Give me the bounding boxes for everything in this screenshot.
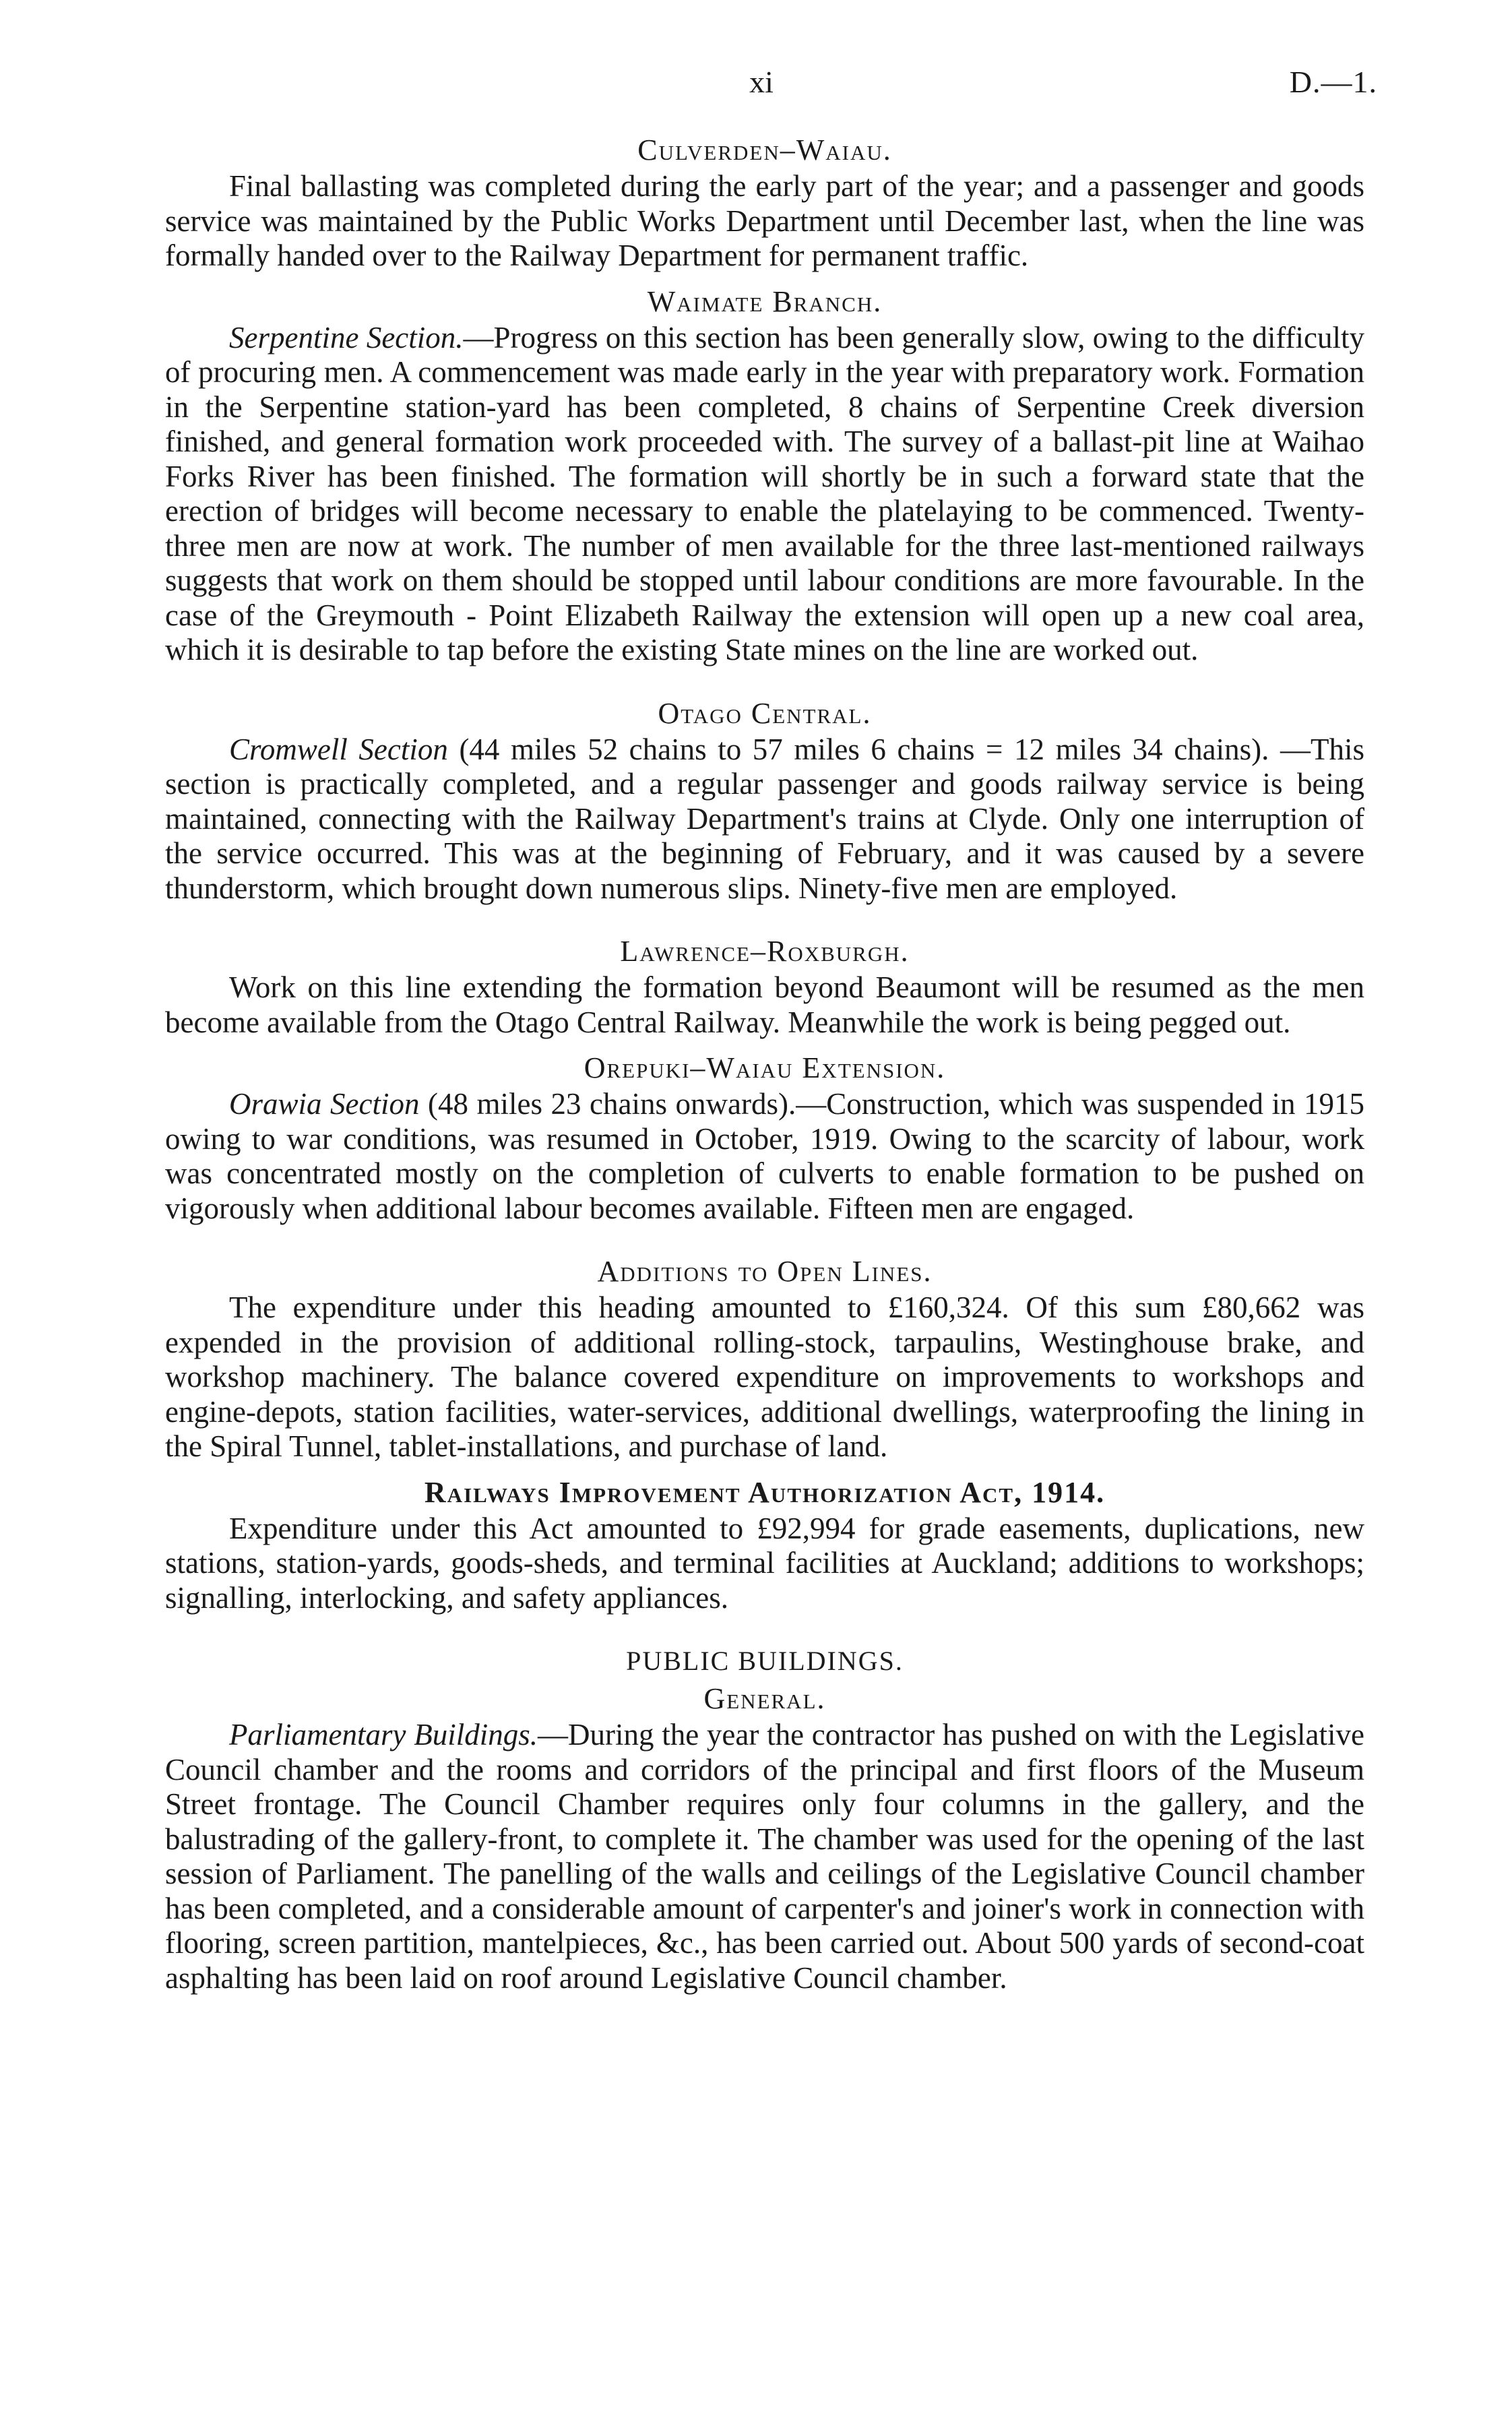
heading-public-buildings: PUBLIC BUILDINGS. — [626, 1646, 904, 1676]
heading-railways-act: Railways Improvement Authorization Act, 1914. — [424, 1475, 1106, 1509]
heading-orepuki-waiau: Orepuki–Waiau Extension. — [584, 1051, 946, 1084]
lead-orawia-section: Orawia Section — [229, 1087, 420, 1121]
body-serpentine-section: —Progress on this section has been generally slow, owing to the difficulty of procuring men. A commencement was made early in the year with preparatory work. Formation in the Serpentine station-yard has been completed, 8 chains of Serpentine Creek diversion finished, and general formation work proceeded with. The survey of a ballast-pit line at Waihao Forks River has been finished. The formation will shortly be in such a forward state that the erection of bridges will become necessary to enable the platelaying to be commenced. Twenty-three men are now at work. The number of men available for the three last-mentioned railways suggests that work on them should be stopped until labour conditions are more favourable. In the case of the Greymouth - Point Elizabeth Railway the extension will open up a new coal area, which it is desirable to tap before the existing State mines on the line are worked out. — [165, 320, 1365, 666]
lead-serpentine-section: Serpentine Section. — [229, 320, 464, 354]
body-orawia-section: (48 miles 23 chains onwards).—Construction, which was suspended in 1915 owing to war conditions, was resumed in October, 1919. Owing to the scarcity of labour, work was concentrated mostly on the completion of culverts to enable formation to be pushed on vigorously when additional labour becomes available. Fifteen men are engaged. — [165, 1087, 1364, 1225]
paragraph-railways-act: Expenditure under this Act amounted to £92,994 for grade easements, duplications, new stations, station-yards, goods-sheds, and terminal facilities at Auckland; additions to workshops; signalling, interlocking, and safety appliances. — [165, 1511, 1364, 1615]
paragraph-waimate-branch — [165, 321, 1364, 668]
paragraph-additions-open-lines: The expenditure under this heading amounted to £160,324. Of this sum £80,662 was expended in the provision of additional rolling-stock, tarpaulins, Westinghouse brake, and workshop machinery. The balance covered expenditure on improvements to workshops and engine-depots, station facilities, water-services, additional dwellings, waterproofing the lining in the Spiral Tunnel, tablet-installations, and purchase of land. — [165, 1291, 1364, 1463]
heading-additions-open-lines: Additions to Open Lines. — [597, 1255, 933, 1288]
page-content — [165, 131, 1364, 1995]
page-number: xi — [749, 65, 774, 99]
body-cromwell-section: (44 miles 52 chains to 57 miles 6 chains = 12 miles 34 chains). —This section is practically completed, and a regular passenger and goods railway service is being maintained, connecting with the Railway Department's trains at Clyde. Only one interruption of the service occurred. This was at the beginning of February, and it was caused by a severe thunderstorm, which brought down numerous slips. Ninety-five men are employed. — [165, 732, 1364, 905]
paragraph-lawrence-roxburgh: Work on this line extending the formation beyond Beaumont will be resumed as the men become available from the Otago Central Railway. Meanwhile the work is being pegged out. — [165, 970, 1364, 1039]
heading-culverden-waiau: Culverden–Waiau. — [637, 133, 892, 166]
paragraph-orepuki-waiau — [165, 1087, 1364, 1226]
body-parliamentary-buildings: —During the year the contractor has pushed on with the Legislative Council chamber and the rooms and corridors of the principal and first floors of the Museum Street frontage. The Council Chamber requires only four columns in the gallery, and the balustrading of the gallery-front, to complete it. The chamber was used for the opening of the last session of Parliament. The panelling of the walls and ceilings of the Legislative Council chamber has been completed, and a considerable amount of carpenter's and joiner's work in connection with flooring, screen partition, mantelpieces, &c., has been carried out. About 500 yards of second-coat asphalting has been laid on roof around Legislative Council chamber. — [165, 1718, 1364, 1995]
lead-cromwell-section: Cromwell Section — [229, 732, 448, 766]
heading-waimate-branch: Waimate Branch. — [647, 284, 883, 318]
paragraph-parliamentary-buildings — [165, 1718, 1364, 1995]
document-reference: D.—1. — [1289, 65, 1377, 99]
paragraph-otago-central — [165, 733, 1364, 906]
heading-otago-central: Otago Central. — [658, 696, 872, 730]
paragraph-culverden-waiau: Final ballasting was completed during the early part of the year; and a passenger and goods service was maintained by the Public Works Department until December last, when the line was formally handed over to the Railway Department for permanent traffic. — [165, 169, 1364, 272]
heading-lawrence-roxburgh: Lawrence–Roxburgh. — [620, 935, 910, 968]
lead-parliamentary-buildings: Parliamentary Buildings. — [229, 1718, 538, 1751]
heading-general: General. — [703, 1682, 826, 1715]
